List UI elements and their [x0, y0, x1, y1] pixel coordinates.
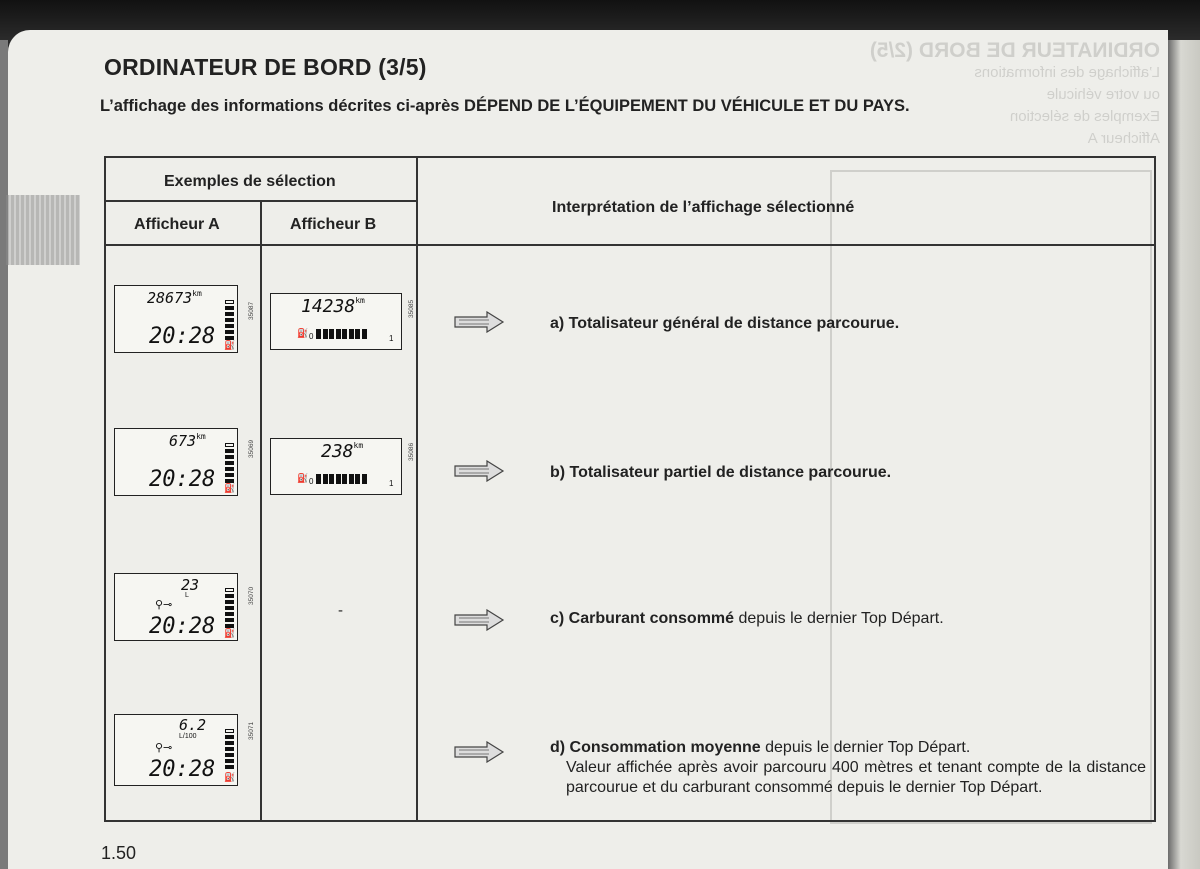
header-display-a: Afficheur A [134, 216, 220, 233]
col-divider-ab [260, 202, 262, 820]
scale-start: 0 [309, 477, 314, 486]
display-a-fuel-used [114, 573, 238, 641]
fuel-pump-icon: ⛽ [224, 340, 236, 350]
selection-table [104, 156, 1156, 822]
header-divider [106, 244, 1154, 246]
unit-label: km [196, 432, 206, 441]
scan-left-edge [0, 40, 8, 869]
page-subtitle: L’affichage des informations décrites ci-après DÉPEND DE L’ÉQUIPEMENT DU VÉHICULE ET DU PAYS. [100, 97, 910, 115]
arrow-right-icon [453, 741, 505, 763]
clock-value: 20:28 [149, 324, 216, 349]
fuel-gauge-bars [316, 474, 367, 484]
fuel-level-bars [225, 300, 234, 340]
fuel-level-bars [225, 729, 234, 769]
item-label: a) Totalisateur général de distance parcourue. [550, 315, 900, 332]
arrow-right-icon [453, 609, 505, 631]
fuel-used-value: 23 [181, 576, 200, 594]
scale-end: 1 [389, 479, 394, 488]
fuel-pump-icon: ⛽ [297, 328, 309, 338]
item-label: c) Carburant consommé [550, 610, 735, 627]
display-a-odometer [114, 285, 238, 353]
display-a-avg-consumption [114, 714, 238, 786]
display-a-trip [114, 428, 238, 496]
fuel-pump-icon: ⛽ [297, 473, 309, 483]
clock-value: 20:28 [149, 467, 216, 492]
display-b-odometer [270, 293, 402, 350]
page-number: 1.50 [101, 843, 137, 863]
scan-smudge [6, 195, 80, 265]
unit-label: km [355, 296, 365, 305]
trip-value: 673 [169, 432, 197, 450]
header-examples: Exemples de sélection [164, 173, 336, 190]
item-description: depuis le dernier Top Départ. [760, 739, 971, 756]
arrow-right-icon [453, 311, 505, 333]
display-b-empty: - [338, 602, 343, 619]
figure-code: 35086 [408, 442, 415, 461]
unit-label: km [192, 289, 202, 298]
figure-code: 35070 [248, 586, 255, 605]
arrow-right-icon [453, 460, 505, 482]
unit-label: L/100 [179, 733, 197, 740]
car-icon: ⚲⊸ [155, 599, 173, 611]
item-extra-description: Valeur affichée après avoir parcouru 400 mètres et tenant compte de la distance parcourue et du carburant consommé depuis le dernier Top Départ. [566, 759, 1146, 796]
unit-label: km [353, 441, 364, 450]
page-spine [1168, 40, 1200, 869]
clock-value: 20:28 [149, 614, 216, 639]
odometer-value: 14238 [301, 296, 356, 317]
fuel-level-bars [225, 588, 234, 628]
fuel-pump-icon: ⛽ [224, 628, 236, 638]
unit-label: L [185, 592, 189, 599]
item-label: d) Consommation moyenne [550, 739, 761, 756]
header-divider-group [106, 200, 416, 202]
item-label: b) Totalisateur partiel de distance parcourue. [550, 464, 892, 481]
scale-start: 0 [309, 332, 314, 341]
fuel-pump-icon: ⛽ [224, 772, 236, 782]
avg-consumption-value: 6.2 [179, 716, 207, 734]
fuel-pump-icon: ⛽ [224, 483, 236, 493]
fuel-gauge-bars [316, 329, 367, 339]
scale-end: 1 [389, 334, 394, 343]
col-divider-interp [416, 158, 418, 820]
fuel-level-bars [225, 443, 234, 483]
figure-code: 35085 [408, 299, 415, 318]
figure-code: 35071 [248, 721, 255, 740]
display-b-trip [270, 438, 402, 495]
odometer-value: 28673 [147, 289, 193, 307]
header-display-b: Afficheur B [290, 216, 377, 233]
figure-code: 35087 [248, 301, 255, 320]
page-title: ORDINATEUR DE BORD (3/5) [104, 54, 427, 80]
header-interpretation: Interprétation de l’affichage sélectionné [552, 199, 855, 216]
figure-code: 35069 [248, 439, 255, 458]
car-icon: ⚲⊸ [155, 742, 173, 754]
clock-value: 20:28 [149, 757, 216, 782]
item-description: depuis le dernier Top Départ. [734, 610, 944, 627]
trip-value: 238 [321, 441, 354, 462]
